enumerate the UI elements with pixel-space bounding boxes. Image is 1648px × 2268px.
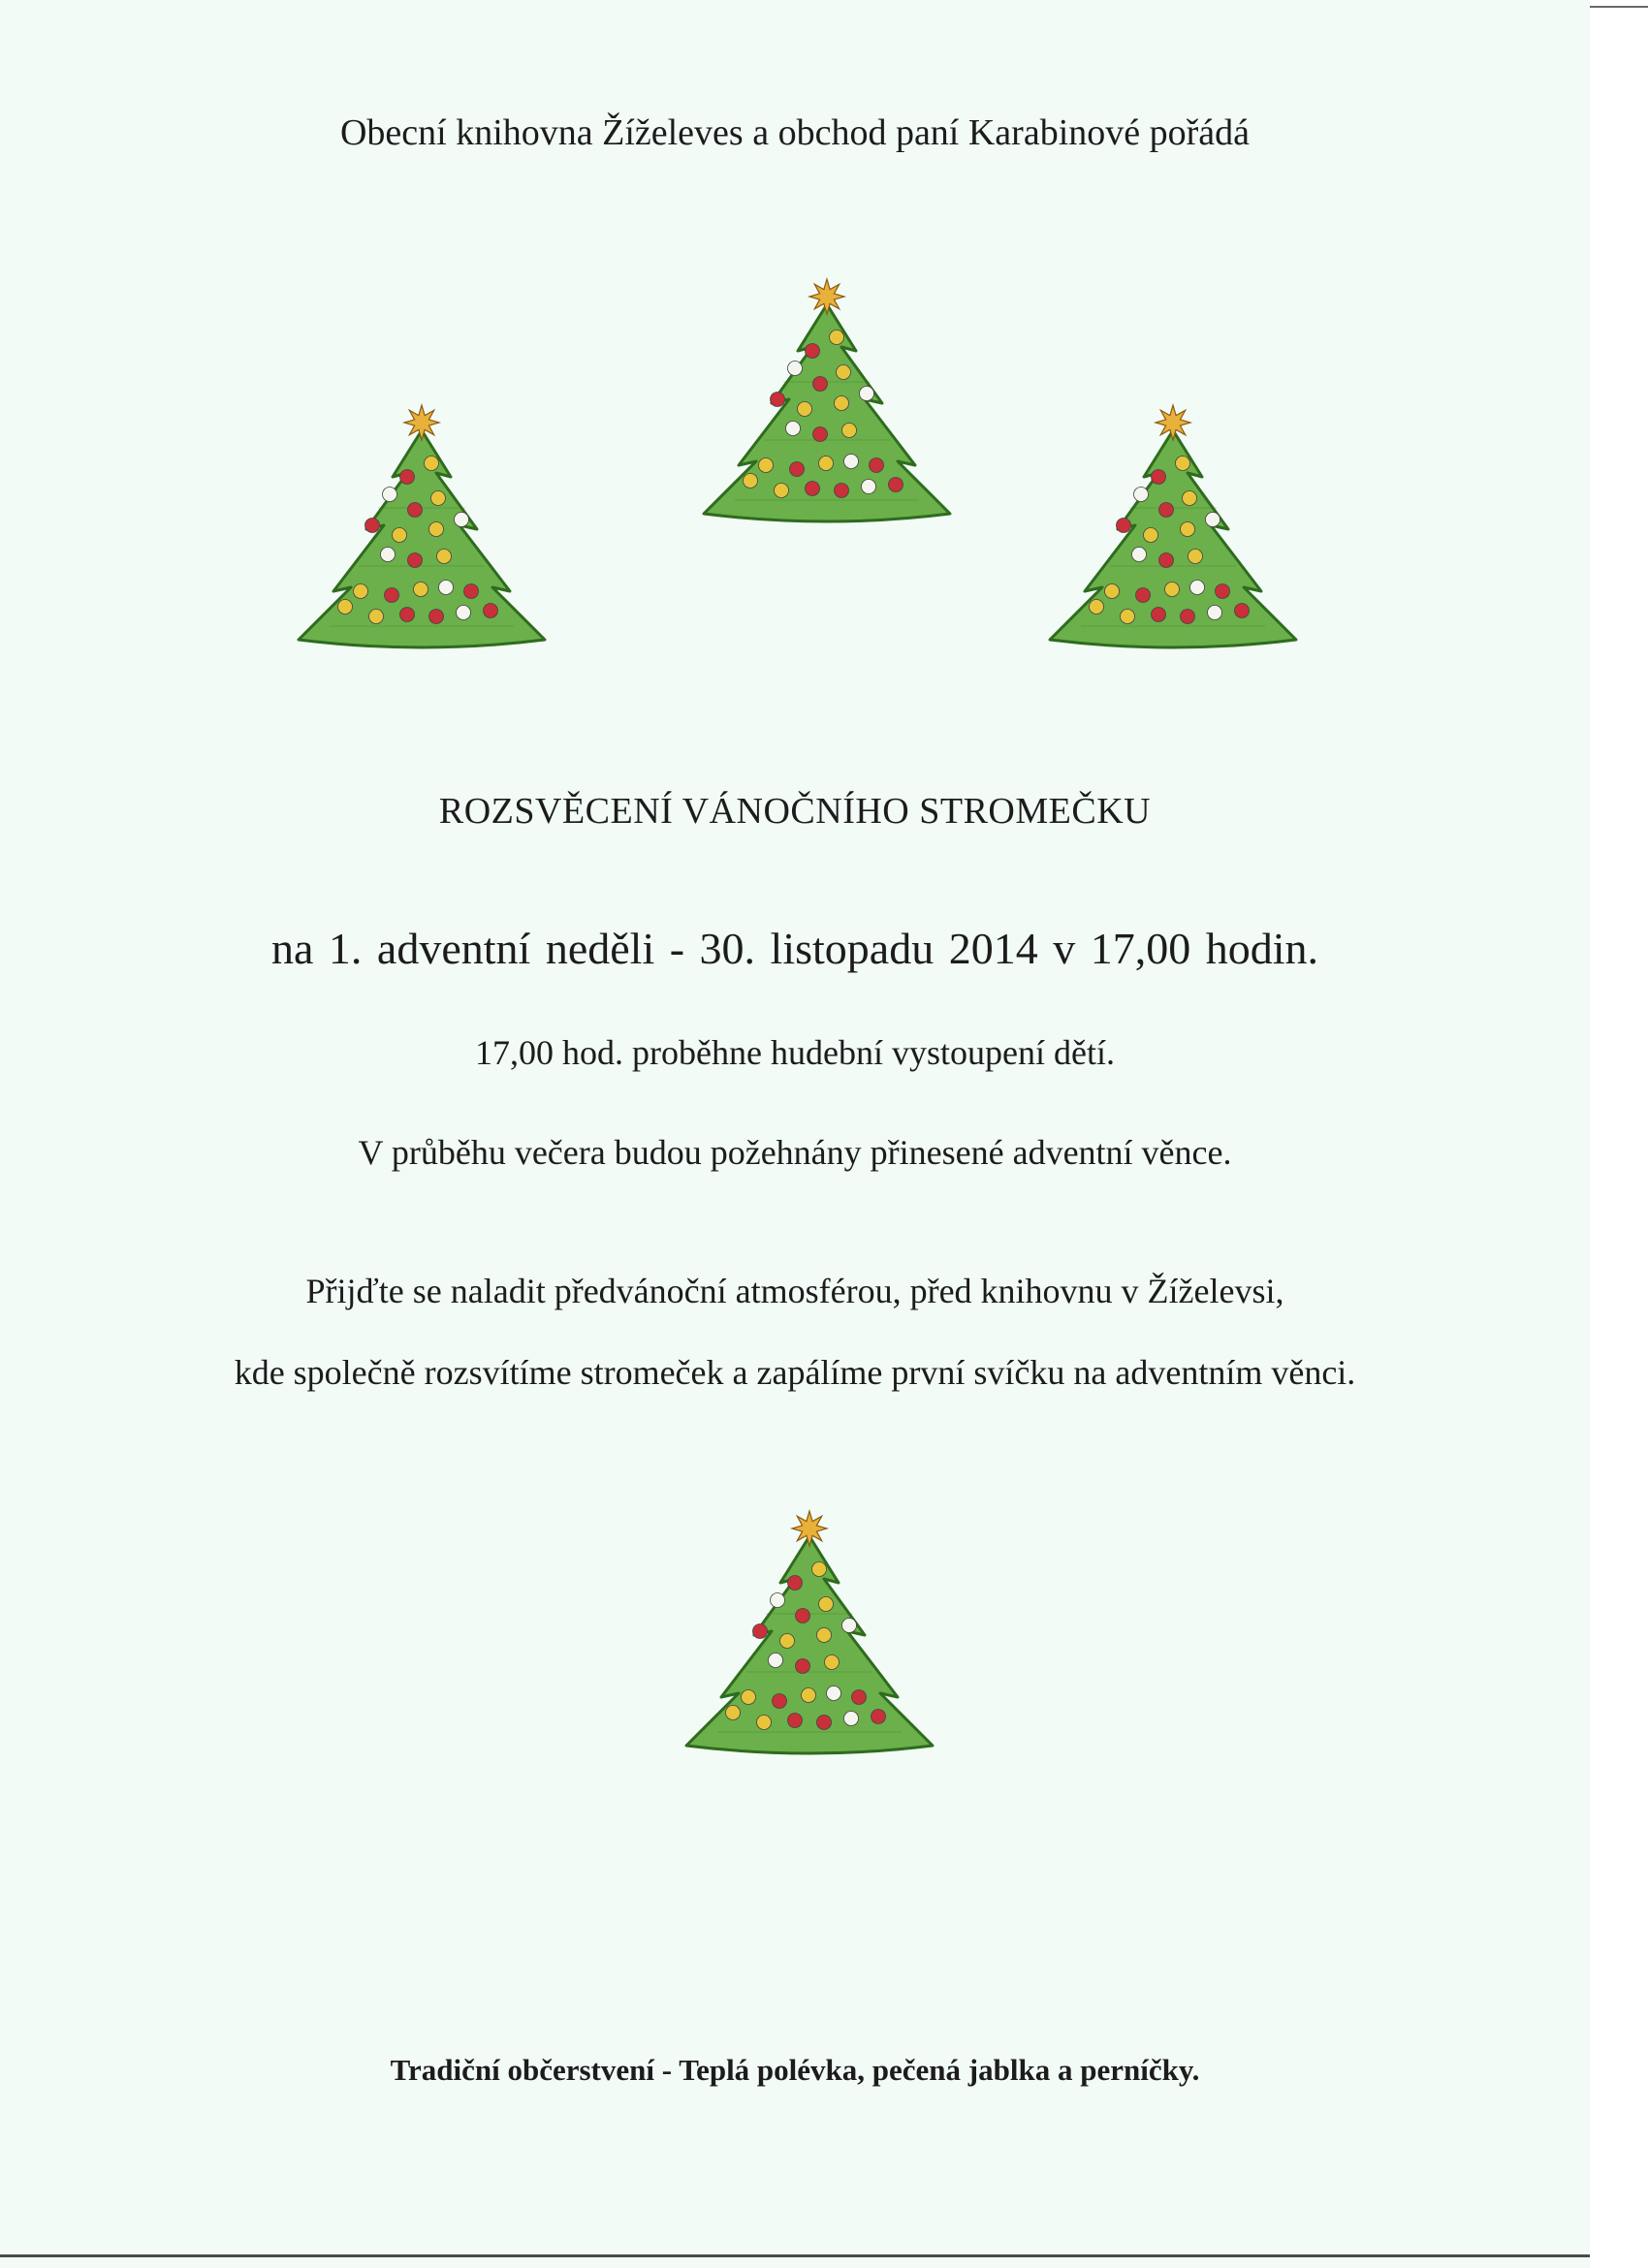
music-performance-line: 17,00 hod. proběhne hudební vystoupení dětí. bbox=[475, 1033, 1115, 1072]
event-date-line: na 1. adventní neděli - 30. listopadu 2014 v 17,00 hodin. bbox=[271, 924, 1318, 973]
wreath-blessing-line: V průběhu večera budou požehnány přinesené adventní věnce. bbox=[358, 1133, 1232, 1172]
christmas-tree-icon bbox=[1042, 401, 1304, 651]
scan-edge-mark bbox=[1590, 6, 1648, 8]
invitation-line-2: kde společně rozsvítíme stromeček a zapálíme první svíčku na adventním věnci. bbox=[234, 1353, 1356, 1392]
christmas-tree-icon bbox=[679, 1507, 940, 1757]
scan-bottom-edge bbox=[0, 2254, 1590, 2257]
christmas-tree-icon bbox=[291, 401, 553, 651]
christmas-tree-icon bbox=[696, 275, 958, 525]
event-title: ROZSVĚCENÍ VÁNOČNÍHO STROMEČKU bbox=[438, 791, 1152, 832]
organizer-line: Obecní knihovna Žíželeves a obchod paní Karabinové pořádá bbox=[339, 112, 1251, 153]
refreshments-line: Tradiční občerstvení - Teplá polévka, pečená jablka a perníčky. bbox=[390, 2053, 1200, 2087]
invitation-line-1: Přijďte se naladit předvánoční atmosférou, před knihovnu v Žíželevsi, bbox=[305, 1272, 1284, 1310]
scan-margin bbox=[1590, 0, 1648, 2268]
